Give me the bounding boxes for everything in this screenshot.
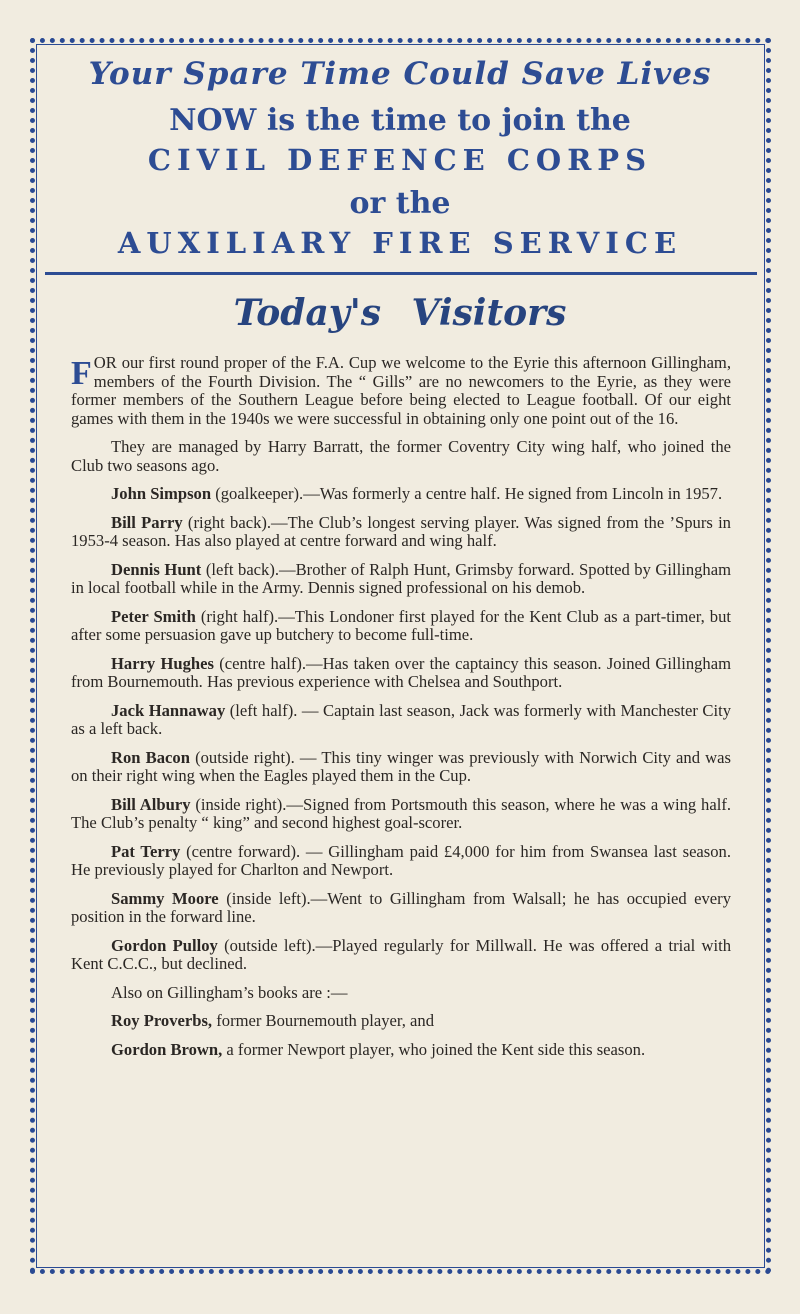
player-name: Peter Smith [111,606,196,626]
player-paragraph [71,561,731,598]
banner-or: or the [349,186,451,221]
player-description: (outside right). — This tiny winger was previously with Norwich City and was on their right wing when the Eagles played them in the Cup. [71,747,731,785]
article-title: Today's Visitors [233,292,567,334]
player-name: Harry Hughes [111,653,214,673]
player-description: a former Newport player, who joined the Kent side this season. [222,1039,646,1059]
player-name: Gordon Pulloy [111,935,218,955]
banner-call-to-action: NOW is the time to join the [169,103,631,138]
player-description: (left half). — Captain last season, Jack was formerly with Manchester City as a left back. [71,700,731,738]
player-paragraph [71,608,731,645]
manager-paragraph: They are managed by Harry Barratt, the former Coventry City wing half, who joined the Club two seasons ago. [71,437,731,475]
player-description: (centre half).—Has taken over the captaincy this season. Joined Gillingham from Bournemouth. Has previous experience with Chelsea and Southport. [71,653,731,691]
player-description: former Bournemouth player, and [212,1011,434,1030]
player-description: (right back).—The Club’s longest serving player. Was signed from the ’Spurs in 1953-4 season. Has also played at centre forward and wing half. [71,512,731,550]
player-paragraph [71,796,731,833]
player-paragraph [71,890,731,927]
intro-text: OR our first round proper of the F.A. Cup we welcome to the Eyrie this afternoon Gillingham, members of the Fourth Division. The “ Gills” are no newcomers to the Eyrie, as they were former members of the Southern League before being elected to League football. Of our eight games with them in the 1940s we were successful in obtaining only one point out of the 16. [71,353,731,428]
section-divider [45,272,757,275]
player-name: Dennis Hunt [111,559,202,579]
player-name: Ron Bacon [111,747,190,767]
player-paragraph [71,514,731,551]
player-name: Bill Albury [111,794,191,814]
player-name: John Simpson [111,484,212,503]
player-description: (goalkeeper).—Was formerly a centre half. He signed from Lincoln in 1957. [211,484,723,503]
also-paragraph: Also on Gillingham’s books are :— [111,982,348,1002]
player-paragraph [71,655,731,692]
player-description: (centre forward). — Gillingham paid £4,000 for him from Swansea last season. He previously played for Charlton and Newport. [71,841,731,879]
player-name: Bill Parry [111,512,183,532]
player-name: Roy Proverbs, [111,1011,213,1030]
extra-player-paragraph [71,1041,731,1060]
player-name: Jack Hannaway [111,700,226,720]
banner-civil-defence: CIVIL DEFENCE CORPS [147,143,653,177]
player-description: (outside left).—Played regularly for Millwall. He was offered a trial with Kent C.C.C., but declined. [71,935,731,973]
player-paragraph [71,749,731,786]
player-description: (right half).—This Londoner first played for the Kent Club as a part-timer, but after some persuasion gave up butchery to become full-time. [71,606,732,644]
drop-cap: F [71,355,92,392]
player-name: Gordon Brown, [111,1039,223,1059]
player-paragraph [71,702,731,739]
extra-player-paragraph [71,1012,731,1031]
player-paragraph [71,937,731,974]
player-description: (inside right).—Signed from Portsmouth this season, where he was a wing half. The Club’s penalty “ king” and second highest goal-scorer. [71,794,731,832]
player-description: (left back).—Brother of Ralph Hunt, Grimsby forward. Spotted by Gillingham in local football while in the Army. Dennis signed professional on his demob. [71,559,731,597]
player-description: (inside left).—Went to Gillingham from Walsall; he has occupied every position in the forward line. [71,888,731,926]
banner-fire-service: AUXILIARY FIRE SERVICE [117,226,683,260]
banner-slogan: Your Spare Time Could Save Lives [88,56,712,92]
player-name: Sammy Moore [111,888,219,908]
player-paragraph [71,843,731,880]
player-paragraph [71,485,731,504]
article-body [71,354,731,1069]
player-name: Pat Terry [111,841,181,861]
intro-paragraph [71,354,731,428]
